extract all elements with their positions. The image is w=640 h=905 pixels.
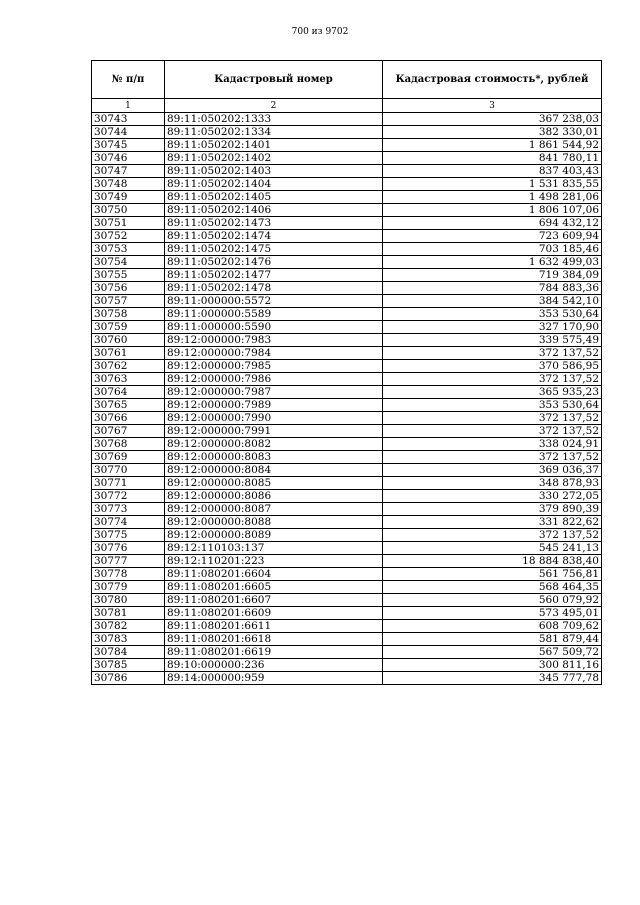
row-number-cell: 30769	[92, 451, 165, 464]
table-row	[92, 555, 602, 568]
cadastral-number-cell: 89:11:050202:1474	[165, 230, 383, 243]
table-header-row	[92, 61, 602, 99]
cadastral-value-cell: 372 137,52	[383, 451, 602, 464]
cadastral-number-cell: 89:11:050202:1403	[165, 165, 383, 178]
cadastral-value-cell: 345 777,78	[383, 672, 602, 685]
cadastral-number-cell: 89:12:000000:7986	[165, 373, 383, 386]
cadastral-value-cell: 327 170,90	[383, 321, 602, 334]
row-number-cell: 30775	[92, 529, 165, 542]
cadastral-value-cell: 379 890,39	[383, 503, 602, 516]
cadastral-number-cell: 89:11:080201:6607	[165, 594, 383, 607]
row-number-cell: 30761	[92, 347, 165, 360]
row-number-cell: 30747	[92, 165, 165, 178]
row-number-cell: 30770	[92, 464, 165, 477]
cadastral-number-cell: 89:11:050202:1473	[165, 217, 383, 230]
cadastral-number-cell: 89:12:000000:8086	[165, 490, 383, 503]
table-row	[92, 191, 602, 204]
table-row	[92, 646, 602, 659]
row-number-cell: 30766	[92, 412, 165, 425]
row-number-cell: 30752	[92, 230, 165, 243]
cadastral-value-cell: 339 575,49	[383, 334, 602, 347]
row-number-cell: 30776	[92, 542, 165, 555]
row-number-cell: 30760	[92, 334, 165, 347]
table-row	[92, 139, 602, 152]
table-row	[92, 412, 602, 425]
table-row	[92, 568, 602, 581]
table-row	[92, 295, 602, 308]
cadastral-number-cell: 89:14:000000:959	[165, 672, 383, 685]
table-row	[92, 659, 602, 672]
row-number-cell: 30750	[92, 204, 165, 217]
table-row	[92, 464, 602, 477]
cadastral-value-cell: 348 878,93	[383, 477, 602, 490]
cadastral-value-cell: 372 137,52	[383, 425, 602, 438]
cadastral-value-cell: 581 879,44	[383, 633, 602, 646]
row-number-cell: 30751	[92, 217, 165, 230]
cadastral-value-cell: 608 709,62	[383, 620, 602, 633]
table-row	[92, 126, 602, 139]
row-number-cell: 30784	[92, 646, 165, 659]
row-number-cell: 30772	[92, 490, 165, 503]
table-row	[92, 230, 602, 243]
cadastral-number-cell: 89:11:050202:1476	[165, 256, 383, 269]
cadastral-number-cell: 89:11:080201:6609	[165, 607, 383, 620]
header-row-number: № п/п	[92, 61, 165, 99]
cadastral-number-cell: 89:12:000000:7991	[165, 425, 383, 438]
cadastral-number-cell: 89:11:050202:1477	[165, 269, 383, 282]
cadastral-value-cell: 300 811,16	[383, 659, 602, 672]
row-number-cell: 30753	[92, 243, 165, 256]
cadastral-number-cell: 89:11:000000:5590	[165, 321, 383, 334]
cadastral-number-cell: 89:11:050202:1475	[165, 243, 383, 256]
cadastral-number-cell: 89:11:080201:6604	[165, 568, 383, 581]
row-number-cell: 30764	[92, 386, 165, 399]
cadastral-number-cell: 89:12:110201:223	[165, 555, 383, 568]
table-row	[92, 204, 602, 217]
cadastral-number-cell: 89:12:000000:7987	[165, 386, 383, 399]
cadastral-value-cell: 723 609,94	[383, 230, 602, 243]
cadastral-number-cell: 89:12:000000:8084	[165, 464, 383, 477]
table-row	[92, 373, 602, 386]
table-row	[92, 256, 602, 269]
table-row	[92, 178, 602, 191]
table-row	[92, 217, 602, 230]
cadastral-number-cell: 89:12:000000:7990	[165, 412, 383, 425]
row-number-cell: 30767	[92, 425, 165, 438]
table-row	[92, 529, 602, 542]
table-row	[92, 152, 602, 165]
row-number-cell: 30762	[92, 360, 165, 373]
cadastral-value-cell: 561 756,81	[383, 568, 602, 581]
cadastral-value-cell: 369 036,37	[383, 464, 602, 477]
cadastral-value-cell: 837 403,43	[383, 165, 602, 178]
row-number-cell: 30749	[92, 191, 165, 204]
cadastral-number-cell: 89:11:050202:1334	[165, 126, 383, 139]
row-number-cell: 30759	[92, 321, 165, 334]
page-number: 700 из 9702	[291, 27, 349, 37]
cadastral-number-cell: 89:10:000000:236	[165, 659, 383, 672]
row-number-cell: 30777	[92, 555, 165, 568]
table-row	[92, 607, 602, 620]
cadastral-number-cell: 89:11:050202:1405	[165, 191, 383, 204]
row-number-cell: 30758	[92, 308, 165, 321]
cadastral-value-cell: 841 780,11	[383, 152, 602, 165]
table-row	[92, 165, 602, 178]
table-row	[92, 269, 602, 282]
cadastral-number-cell: 89:12:000000:8083	[165, 451, 383, 464]
header-cadastral-value: Кадастровая стоимость*, рублей	[383, 61, 602, 99]
cadastral-number-cell: 89:11:000000:5589	[165, 308, 383, 321]
row-number-cell: 30748	[92, 178, 165, 191]
cadastral-number-cell: 89:12:110103:137	[165, 542, 383, 555]
cadastral-number-cell: 89:11:050202:1478	[165, 282, 383, 295]
cadastral-value-cell: 353 530,64	[383, 399, 602, 412]
row-number-cell: 30743	[92, 113, 165, 126]
row-number-cell: 30746	[92, 152, 165, 165]
row-number-cell: 30763	[92, 373, 165, 386]
cadastral-value-cell: 545 241,13	[383, 542, 602, 555]
table-row	[92, 581, 602, 594]
cadastral-value-cell: 353 530,64	[383, 308, 602, 321]
cadastral-number-cell: 89:12:000000:7983	[165, 334, 383, 347]
cadastral-number-cell: 89:11:080201:6619	[165, 646, 383, 659]
cadastral-value-cell: 330 272,05	[383, 490, 602, 503]
table-body	[92, 113, 602, 685]
cadastral-number-cell: 89:11:050202:1333	[165, 113, 383, 126]
cadastral-number-cell: 89:11:050202:1404	[165, 178, 383, 191]
table-row	[92, 620, 602, 633]
cadastral-value-cell: 573 495,01	[383, 607, 602, 620]
row-number-cell: 30783	[92, 633, 165, 646]
cadastral-value-cell: 384 542,10	[383, 295, 602, 308]
table-row	[92, 334, 602, 347]
cadastral-value-cell: 331 822,62	[383, 516, 602, 529]
cadastral-value-cell: 784 883,36	[383, 282, 602, 295]
row-number-cell: 30768	[92, 438, 165, 451]
cadastral-value-cell: 560 079,92	[383, 594, 602, 607]
cadastral-value-cell: 372 137,52	[383, 529, 602, 542]
cadastral-value-cell: 719 384,09	[383, 269, 602, 282]
cadastral-value-cell: 1 806 107,06	[383, 204, 602, 217]
column-number-2: 2	[165, 99, 383, 113]
cadastral-value-cell: 18 884 838,40	[383, 555, 602, 568]
cadastral-number-cell: 89:12:000000:7989	[165, 399, 383, 412]
row-number-cell: 30785	[92, 659, 165, 672]
cadastral-value-cell: 1 861 544,92	[383, 139, 602, 152]
row-number-cell: 30773	[92, 503, 165, 516]
cadastral-number-cell: 89:12:000000:7985	[165, 360, 383, 373]
cadastral-value-cell: 703 185,46	[383, 243, 602, 256]
cadastral-number-cell: 89:12:000000:8087	[165, 503, 383, 516]
row-number-cell: 30755	[92, 269, 165, 282]
cadastral-number-cell: 89:12:000000:8082	[165, 438, 383, 451]
column-number-1: 1	[92, 99, 165, 113]
table-row	[92, 542, 602, 555]
row-number-cell: 30786	[92, 672, 165, 685]
cadastral-value-cell: 367 238,03	[383, 113, 602, 126]
table-row	[92, 516, 602, 529]
table-row	[92, 243, 602, 256]
cadastral-number-cell: 89:11:080201:6618	[165, 633, 383, 646]
row-number-cell: 30779	[92, 581, 165, 594]
table-row	[92, 451, 602, 464]
cadastral-value-cell: 365 935,23	[383, 386, 602, 399]
table-row	[92, 490, 602, 503]
cadastral-value-cell: 372 137,52	[383, 412, 602, 425]
row-number-cell: 30757	[92, 295, 165, 308]
row-number-cell: 30782	[92, 620, 165, 633]
column-number-row	[92, 99, 602, 113]
header-cadastral-number: Кадастровый номер	[165, 61, 383, 99]
table-row	[92, 113, 602, 126]
row-number-cell: 30781	[92, 607, 165, 620]
cadastral-number-cell: 89:11:080201:6605	[165, 581, 383, 594]
row-number-cell: 30778	[92, 568, 165, 581]
row-number-cell: 30754	[92, 256, 165, 269]
row-number-cell: 30745	[92, 139, 165, 152]
cadastral-value-cell: 567 509,72	[383, 646, 602, 659]
cadastral-value-cell: 1 632 499,03	[383, 256, 602, 269]
table-row	[92, 594, 602, 607]
cadastral-value-cell: 694 432,12	[383, 217, 602, 230]
table-row	[92, 503, 602, 516]
column-number-3: 3	[383, 99, 602, 113]
cadastral-number-cell: 89:11:000000:5572	[165, 295, 383, 308]
cadastral-value-cell: 1 498 281,06	[383, 191, 602, 204]
cadastral-value-cell: 372 137,52	[383, 373, 602, 386]
table-row	[92, 308, 602, 321]
table-row	[92, 477, 602, 490]
table-row	[92, 633, 602, 646]
cadastral-value-cell: 338 024,91	[383, 438, 602, 451]
cadastral-number-cell: 89:12:000000:7984	[165, 347, 383, 360]
cadastral-value-cell: 370 586,95	[383, 360, 602, 373]
table-row	[92, 321, 602, 334]
row-number-cell: 30771	[92, 477, 165, 490]
cadastral-value-table	[91, 60, 602, 685]
cadastral-value-cell: 382 330,01	[383, 126, 602, 139]
row-number-cell: 30765	[92, 399, 165, 412]
row-number-cell: 30756	[92, 282, 165, 295]
cadastral-number-cell: 89:12:000000:8085	[165, 477, 383, 490]
table-row	[92, 386, 602, 399]
table-row	[92, 360, 602, 373]
table-row	[92, 438, 602, 451]
cadastral-value-cell: 1 531 835,55	[383, 178, 602, 191]
table-row	[92, 672, 602, 685]
cadastral-value-cell: 568 464,35	[383, 581, 602, 594]
row-number-cell: 30780	[92, 594, 165, 607]
cadastral-number-cell: 89:11:080201:6611	[165, 620, 383, 633]
cadastral-number-cell: 89:12:000000:8089	[165, 529, 383, 542]
row-number-cell: 30774	[92, 516, 165, 529]
table-row	[92, 425, 602, 438]
cadastral-number-cell: 89:11:050202:1406	[165, 204, 383, 217]
row-number-cell: 30744	[92, 126, 165, 139]
cadastral-number-cell: 89:12:000000:8088	[165, 516, 383, 529]
table-row	[92, 399, 602, 412]
cadastral-value-cell: 372 137,52	[383, 347, 602, 360]
table-row	[92, 282, 602, 295]
cadastral-number-cell: 89:11:050202:1401	[165, 139, 383, 152]
cadastral-number-cell: 89:11:050202:1402	[165, 152, 383, 165]
table-row	[92, 347, 602, 360]
